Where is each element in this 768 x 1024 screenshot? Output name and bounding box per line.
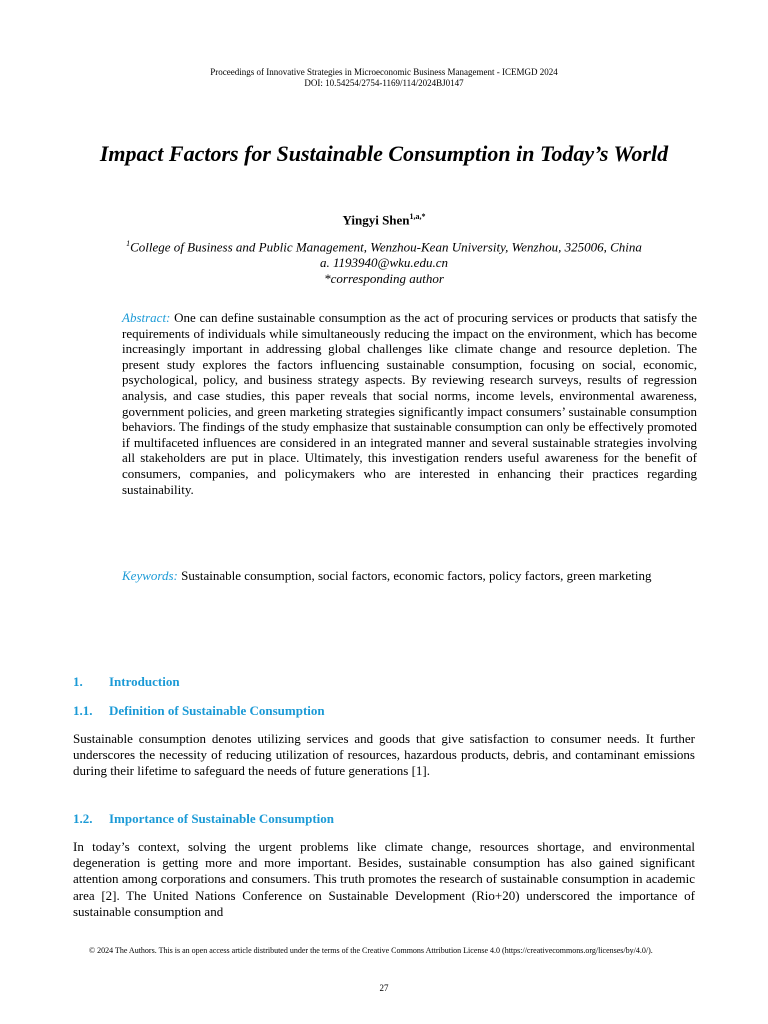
- author-line: [0, 212, 768, 228]
- running-header: [0, 67, 768, 89]
- corresponding-note: *corresponding author: [324, 271, 444, 287]
- affiliation-block: [40, 236, 728, 287]
- institution-line: [40, 236, 728, 255]
- abstract-block: [122, 310, 697, 497]
- author-name: Yingyi Shen: [342, 212, 410, 228]
- abstract-text: One can define sustainable consumption as the act of procuring services or products that satisfy the requirements of individuals while simultaneously reducing the impact on the environment, which has become increasingly important in addressing global challenges like climate change and resource depletion. The present study explores the factors influencing sustainable consumption, focusing on social, economic, psychological, policy, and business strategy aspects. By reviewing research surveys, results of regression analysis, and case studies, this paper reveals that social norms, income levels, environmental awareness, government policies, and green marketing strategies significantly impact consumers’ sustainable consumption behaviors. The findings of the study emphasize that sustainable consumption can only be effectively promoted if multifaceted influences are considered in an integrated manner and several sustainable strategies involving all stakeholders are put in place. Ultimately, this investigation renders useful awareness for the benefit of consumers, companies, and policymakers who are interested in enhancing their practices regarding sustainability.: [122, 310, 697, 497]
- author-superscript: 1,a,*: [409, 212, 426, 221]
- abstract-label: Abstract:: [122, 310, 171, 325]
- section-number: 1.: [73, 674, 83, 689]
- subsection-title: Definition of Sustainable Consumption: [109, 703, 325, 718]
- section-heading-introduction: [73, 674, 693, 690]
- subsection-title: Importance of Sustainable Consumption: [109, 811, 335, 826]
- subsection-heading-importance: [73, 811, 693, 827]
- paragraph-importance: In today’s context, solving the urgent problems like climate change, resources shortage, and environmental degeneration is getting more and more important. Besides, sustainable consumption has also gained significant attention among corporations and consumers. This truth promotes the research of sustainable consumption in academic area [2]. The United Nations Conference on Sustainable Development (Rio+20) underscored the importance of sustainable consumption and: [73, 839, 695, 919]
- license-footnote: © 2024 The Authors. This is an open access article distributed under the terms of the Creative Commons Attribution License 4.0 (https://creativecommons.org/licenses/by/4.0/).: [89, 946, 653, 955]
- affiliation-superscript: 1: [126, 239, 131, 248]
- keywords-block: [122, 568, 697, 584]
- keywords-text: Sustainable consumption, social factors, economic factors, policy factors, green marketing: [181, 568, 652, 583]
- page-number: 27: [379, 983, 389, 993]
- section-title: Introduction: [109, 674, 180, 689]
- proceedings-line: Proceedings of Innovative Strategies in Microeconomic Business Management - ICEMGD 2024: [210, 67, 558, 77]
- doi-line: DOI: 10.54254/2754-1169/114/2024BJ0147: [304, 78, 464, 88]
- subsection-heading-definition: [73, 703, 693, 719]
- email-line: a. 1193940@wku.edu.cn: [320, 255, 448, 271]
- subsection-number: 1.2.: [73, 811, 93, 826]
- institution-text: College of Business and Public Management, Wenzhou-Kean University, Wenzhou, 325006, China: [130, 239, 642, 255]
- keywords-label: Keywords:: [122, 568, 178, 583]
- subsection-number: 1.1.: [73, 703, 93, 718]
- paper-title: Impact Factors for Sustainable Consumption in Today’s World: [99, 141, 669, 166]
- paragraph-definition: Sustainable consumption denotes utilizing services and goods that give satisfaction to consumer needs. It further underscores the necessity of reducing utilization of resources, hazardous products, debris, and contaminant emissions during their lifetime to safeguard the needs of future generations [1].: [73, 731, 695, 779]
